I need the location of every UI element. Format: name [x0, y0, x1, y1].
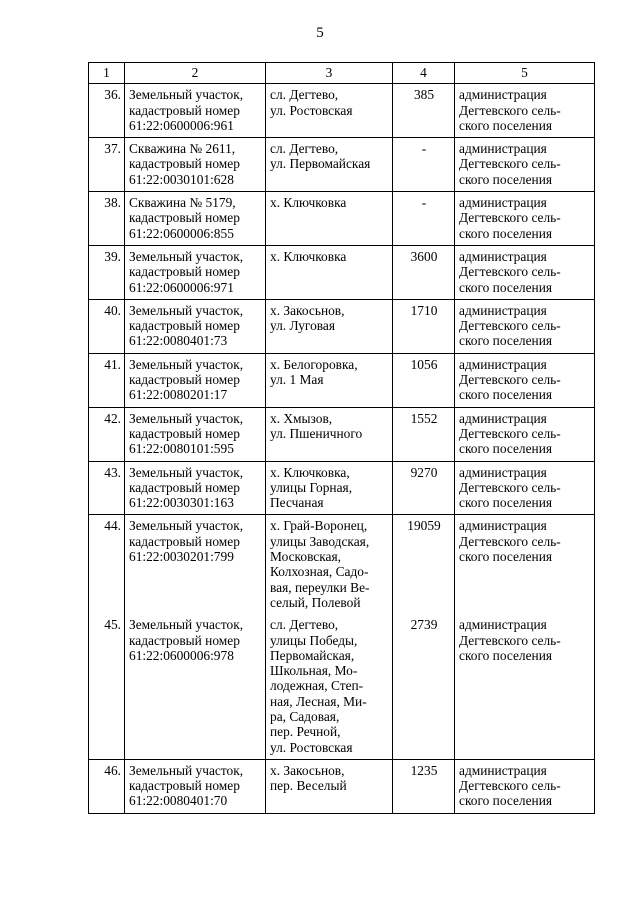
- object-name: Земельный участок, кадастровый номер 61:22:0600006:978: [125, 614, 266, 759]
- object-area: 1056: [393, 353, 455, 407]
- object-address: х. Белогоровка, ул. 1 Мая: [266, 353, 393, 407]
- object-area: 1552: [393, 407, 455, 461]
- object-address: х. Закосьнов, пер. Веселый: [266, 759, 393, 813]
- row-number: 40.: [89, 299, 125, 353]
- table-row: [89, 407, 595, 461]
- row-number: 46.: [89, 759, 125, 813]
- column-header: 1: [89, 63, 125, 84]
- page-number: 5: [316, 25, 324, 41]
- row-number: 39.: [89, 245, 125, 299]
- table-header-row: [89, 63, 595, 84]
- object-holder: администрация Дегтевского сель- ского поселения: [455, 461, 595, 515]
- object-holder: администрация Дегтевского сель- ского поселения: [455, 614, 595, 759]
- object-area: 3600: [393, 245, 455, 299]
- row-number: 43.: [89, 461, 125, 515]
- object-holder: администрация Дегтевского сель- ского поселения: [455, 759, 595, 813]
- object-holder: администрация Дегтевского сель- ского поселения: [455, 84, 595, 138]
- object-name: Земельный участок, кадастровый номер 61:22:0080401:70: [125, 759, 266, 813]
- object-area: 2739: [393, 614, 455, 759]
- object-name: Земельный участок, кадастровый номер 61:22:0080401:73: [125, 299, 266, 353]
- row-number: 44.: [89, 515, 125, 614]
- table-row: [89, 614, 595, 759]
- row-number: 37.: [89, 138, 125, 192]
- object-name: Земельный участок, кадастровый номер 61:22:0600006:971: [125, 245, 266, 299]
- column-header: 5: [455, 63, 595, 84]
- table-row: [89, 353, 595, 407]
- table-row: [89, 759, 595, 813]
- table-row: [89, 515, 595, 614]
- row-number: 38.: [89, 192, 125, 246]
- table-row: [89, 299, 595, 353]
- object-holder: администрация Дегтевского сель- ского поселения: [455, 353, 595, 407]
- object-holder: администрация Дегтевского сель- ского поселения: [455, 245, 595, 299]
- object-holder: администрация Дегтевского сель- ского поселения: [455, 515, 595, 614]
- object-holder: администрация Дегтевского сель- ского поселения: [455, 138, 595, 192]
- row-number: 36.: [89, 84, 125, 138]
- object-address: х. Ключковка: [266, 245, 393, 299]
- object-holder: администрация Дегтевского сель- ского поселения: [455, 299, 595, 353]
- object-area: 9270: [393, 461, 455, 515]
- object-name: Земельный участок, кадастровый номер 61:22:0080101:595: [125, 407, 266, 461]
- object-name: Скважина № 5179, кадастровый номер 61:22:0600006:855: [125, 192, 266, 246]
- object-address: сл. Дегтево, улицы Победы, Первомайская, Школьная, Мо- лодежная, Степ- ная, Лесная, Ми- ра, Садовая, пер. Речной, ул. Ростовская: [266, 614, 393, 759]
- column-header: 3: [266, 63, 393, 84]
- object-holder: администрация Дегтевского сель- ского поселения: [455, 407, 595, 461]
- object-name: Земельный участок, кадастровый номер 61:22:0600006:961: [125, 84, 266, 138]
- table-row: [89, 192, 595, 246]
- object-name: Скважина № 2611, кадастровый номер 61:22:0030101:628: [125, 138, 266, 192]
- object-name: Земельный участок, кадастровый номер 61:22:0080201:17: [125, 353, 266, 407]
- object-holder: администрация Дегтевского сель- ского поселения: [455, 192, 595, 246]
- object-address: сл. Дегтево, ул. Ростовская: [266, 84, 393, 138]
- object-address: х. Хмызов, ул. Пшеничного: [266, 407, 393, 461]
- object-name: Земельный участок, кадастровый номер 61:22:0030201:799: [125, 515, 266, 614]
- object-area: 385: [393, 84, 455, 138]
- object-address: х. Ключковка, улицы Горная, Песчаная: [266, 461, 393, 515]
- table-row: [89, 138, 595, 192]
- object-address: сл. Дегтево, ул. Первомайская: [266, 138, 393, 192]
- object-address: х. Ключковка: [266, 192, 393, 246]
- object-area: 19059: [393, 515, 455, 614]
- row-number: 41.: [89, 353, 125, 407]
- row-number: 45.: [89, 614, 125, 759]
- object-area: 1235: [393, 759, 455, 813]
- object-area: 1710: [393, 299, 455, 353]
- column-header: 2: [125, 63, 266, 84]
- row-number: 42.: [89, 407, 125, 461]
- table-row: [89, 461, 595, 515]
- table-row: [89, 84, 595, 138]
- object-area: -: [393, 138, 455, 192]
- table-row: [89, 245, 595, 299]
- object-address: х. Закосьнов, ул. Луговая: [266, 299, 393, 353]
- column-header: 4: [393, 63, 455, 84]
- object-name: Земельный участок, кадастровый номер 61:22:0030301:163: [125, 461, 266, 515]
- property-table: [88, 62, 595, 814]
- object-area: -: [393, 192, 455, 246]
- object-address: х. Грай-Воронец, улицы Заводская, Московская, Колхозная, Садо- вая, переулки Ве- селый, Полевой: [266, 515, 393, 614]
